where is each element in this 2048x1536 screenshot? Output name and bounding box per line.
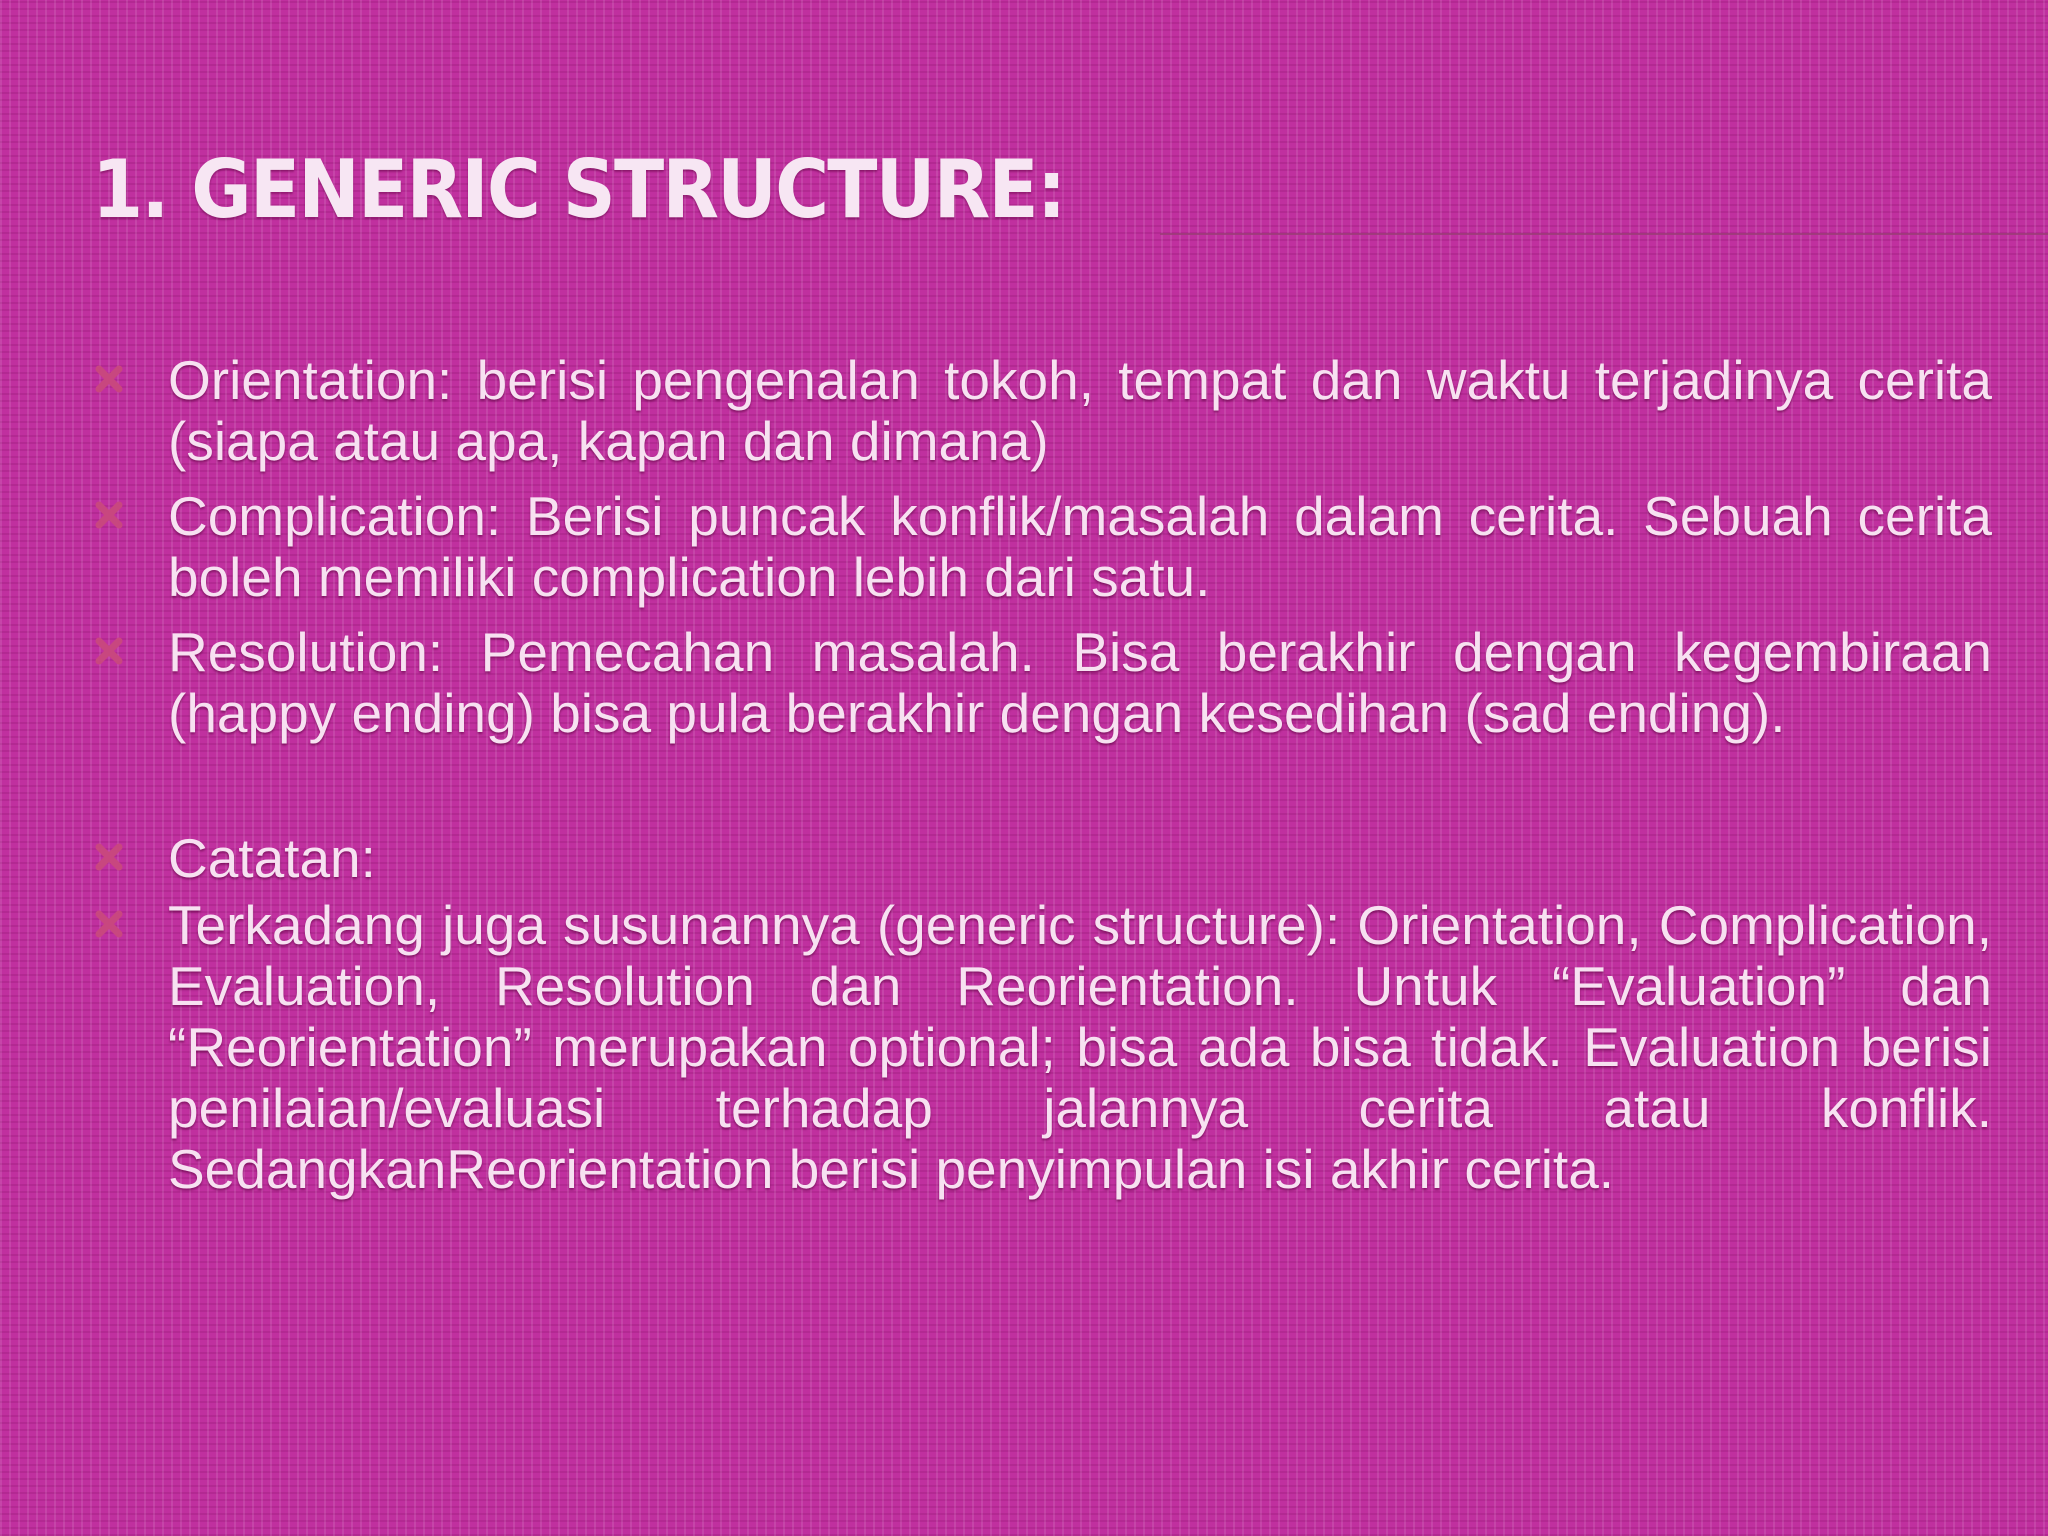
list-item-text: Orientation: berisi pengenalan tokoh, tempat dan waktu terjadinya cerita (siapa atau apa, kapan dan dimana): [168, 349, 1992, 472]
list-item-text: Terkadang juga susunannya (generic structure): Orientation, Complication, Evaluation, Resolution dan Reorientation. Untuk “Evaluation” dan “Reorientation” merupakan optional; bisa ada bisa tidak. Evaluation berisi penilaian/evaluasi terhadap jalannya cerita atau konflik. SedangkanReorientation berisi penyimpulan isi akhir cerita.: [168, 894, 1992, 1200]
list-item-complication: [92, 486, 1992, 608]
list-item-resolution: [92, 622, 1992, 744]
list-item-text: Resolution: Pemecahan masalah. Bisa berakhir dengan kegembiraan (happy ending) bisa pula berakhir dengan kesedihan (sad ending).: [168, 621, 1992, 744]
list-item-text: Complication: Berisi puncak konflik/masalah dalam cerita. Sebuah cerita boleh memiliki complication lebih dari satu.: [168, 485, 1992, 608]
x-mark-icon: [92, 840, 126, 874]
x-mark-icon: [92, 362, 126, 396]
list-item-text: Catatan:: [168, 827, 376, 889]
title-divider: [1160, 233, 2048, 235]
bullet-list: [92, 350, 1992, 1214]
x-mark-icon: [92, 907, 126, 941]
list-item-note: [92, 895, 1992, 1200]
slide-title: 1. GENERIC STRUCTURE:: [92, 143, 1065, 236]
x-mark-icon: [92, 634, 126, 668]
list-item-orientation: [92, 350, 1992, 472]
x-mark-icon: [92, 498, 126, 532]
list-item-catatan: [92, 828, 1992, 889]
